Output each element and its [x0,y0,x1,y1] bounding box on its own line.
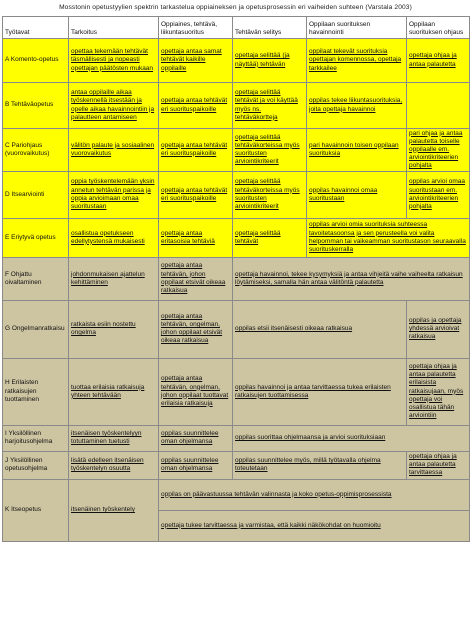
table-cell: oppilas suunnittelee oman ohjelmansa [159,425,233,451]
table-row [3,129,470,172]
header-cell: Työtavat [3,17,69,39]
table-cell: oppilas havainnoi ja antaa tarvittaessa tukea erilaisten ratkaisujen tuottamisessa [233,358,407,425]
table-cell: antaa oppilaille aikaa työskennellä itsestään ja opelle aikaa havainnointiin ja palautteen antamiseen [69,83,159,129]
table-cell: pari ohjaa ja antaa palautetta toiselle oppilaalle em. arviointikriteerien pohjalta [407,129,470,172]
style-name-cell: C Pariohjaus (vuorovaikutus) [3,129,69,172]
style-name-cell: G Ongelmanratkaisu [3,300,69,358]
table-cell: tuottaa erilaisia ratkaisuja yhteen tehtävään [69,358,159,425]
table-cell: oppilas suunnittelee myös, millä työtavalla ohjelma toteutetaan [233,451,407,479]
table-row [3,300,470,358]
table-header-row [3,17,470,39]
header-cell: Tehtävän selitys [233,17,307,39]
table-row [3,171,470,218]
table-cell [407,83,470,129]
table-cell: johdonmukaisen ajattelun kehittäminen [69,257,159,300]
table-cell: opettaja antaa samat tehtävät kaikille oppilaille [159,39,233,83]
style-name-cell: B Tehtäväopetus [3,83,69,129]
table-row [3,451,470,479]
table-cell: opettaja antaa tehtävät eri suorituspaikoille [159,83,233,129]
table-cell: itsenäisen työskentelyyn totuttaminen tuetusti [69,425,159,451]
table-cell: oppilas on päävastuussa tehtävän valinnasta ja koko opetus-oppimisprosessista [159,479,470,510]
table-cell: oppilas suorittaa ohjelmaansa ja arvioi suorituksiaan [233,425,470,451]
table-row [3,358,470,425]
table-cell: opettaja selittää tehtävät ja voi käyttää myös ns. tehtäväkortteja [233,83,307,129]
style-name-cell: H Erilaisten ratkaisujen tuottaminen [3,358,69,425]
table-cell: opettaja havainnoi, tekee kysymyksiä ja antaa vihjeitä vaihe vaiheelta ratkaisun löytämiseksi, samalla hän antaa välitöntä palautetta [233,257,470,300]
table-cell: opettaja selittää tehtäväkorteissa myös suoritusten arviointikriteerit [233,171,307,218]
table-cell: opettaja ohjaa ja antaa palautetta erilaisista ratkaisujaan, myös opettaja voi osallistua tähän arviointiin [407,358,470,425]
table-cell: pari havainnoin toisen oppilaan suorituksia [307,129,407,172]
table-cell: oppia työskentelemään yksin annetun tehtävän parissa ja oppia arvioimaan omaa suoritustaan [69,171,159,218]
header-cell: Oppilaan suorituksen havainnointi [307,17,407,39]
header-cell: Oppilaan suorituksen ohjaus [407,17,470,39]
table-cell: oppilas ja opettaja yhdessä arvioivat ratkaisua [407,300,470,358]
teaching-styles-table [2,16,470,542]
table-cell: itsenäinen työskentely [69,479,159,541]
table-cell: lisätä edelleen itsenäisen työskentelyn osuutta [69,451,159,479]
style-name-cell: F Ohjattu oivaltaminen [3,257,69,300]
table-cell: opettaja selittää tehtäväkorteissa myös suoritusten arviointikriteerit [233,129,307,172]
table-cell: oppilas suunnittelee oman ohjelmansa [159,451,233,479]
table-cell: opettaja antaa tehtävän, ongelman, johon oppilaat etsivät oikeaa ratkaisua [159,300,233,358]
table-cell: välitön palaute ja sosiaalinen vuorovaikutus [69,129,159,172]
table-cell: opettaja selittää tehtävät [233,218,307,257]
table-cell: opettaja antaa eritasoisia tehtäviä [159,218,233,257]
table-cell: oppilas arvioi omaa suoritustaan em. arviointikriteerien pohjalta [407,171,470,218]
style-name-cell: K Itseopetus [3,479,69,541]
table-cell: opettaja antaa tehtävän, ongelman, johon oppilaat tuottavat erilaisia ratkaisuja [159,358,233,425]
table-cell: opettaa tekemään tehtävät täsmällisesti ja nopeasti opettajan päätösten mukaan [69,39,159,83]
style-name-cell: I Yksilöllinen harjoitusohjelma [3,425,69,451]
table-row [3,39,470,83]
table-row [3,425,470,451]
table-cell: ratkaista esiin nostettu ongelma [69,300,159,358]
table-cell: osallistua opetukseen edellytystensä mukaisesti [69,218,159,257]
table-row [3,479,470,510]
table-cell: oppilas havainnoi omaa suoritustaan [307,171,407,218]
table-cell: oppilaat tekevät suorituksia opettajan komennossa, opettaja tarkkailee [307,39,407,83]
table-cell: opettaja antaa tehtävät eri suorituspaikoille [159,171,233,218]
table-cell: opettaja tukee tarvittaessa ja varmistaa, että kaikki näkökohdat on huomioitu [159,510,470,541]
table-row [3,218,470,257]
table-cell: opettaja antaa tehtävät eri suorituspaikoille [159,129,233,172]
table-row [3,257,470,300]
header-cell: Tarkoitus [69,17,159,39]
style-name-cell: D Itsearviointi [3,171,69,218]
table-cell: opettaja selittää (ja näyttää) tehtävän [233,39,307,83]
table-cell: oppilas tekee liikuntasuorituksia, joita opettaja havainnoi [307,83,407,129]
page-title: Mosstonin opetustyylien spektrin tarkastelua oppiaineksen ja opetusprosessin eri vaiheiden suhteen (Varstala 2003) [59,3,412,11]
header-cell: Oppiaines, tehtävä, liikuntasuoritus [159,17,233,39]
table-cell: oppilas etsii itsenäisesti oikeaa ratkaisua [233,300,407,358]
table-cell: opettaja ohjaa ja antaa palautetta tarvittaessa [407,451,470,479]
table-cell: oppilas arvioi omia suorituksia suhteessa tavoitetasoonsa ja sen perusteella voi valita helpomman tai vaikeamman suoritustason seuraavalla suorituskerralla [307,218,470,257]
style-name-cell: J Yksilöllinen opetusohjelma [3,451,69,479]
table-row [3,83,470,129]
table-cell: opettaja ohjaa ja antaa palautetta [407,39,470,83]
style-name-cell: A Komento-opetus [3,39,69,83]
style-name-cell: E Eriytyvä opetus [3,218,69,257]
table-cell: opettaja antaa tehtävän, johon oppilaat etsivät oikeaa ratkaisua [159,257,233,300]
